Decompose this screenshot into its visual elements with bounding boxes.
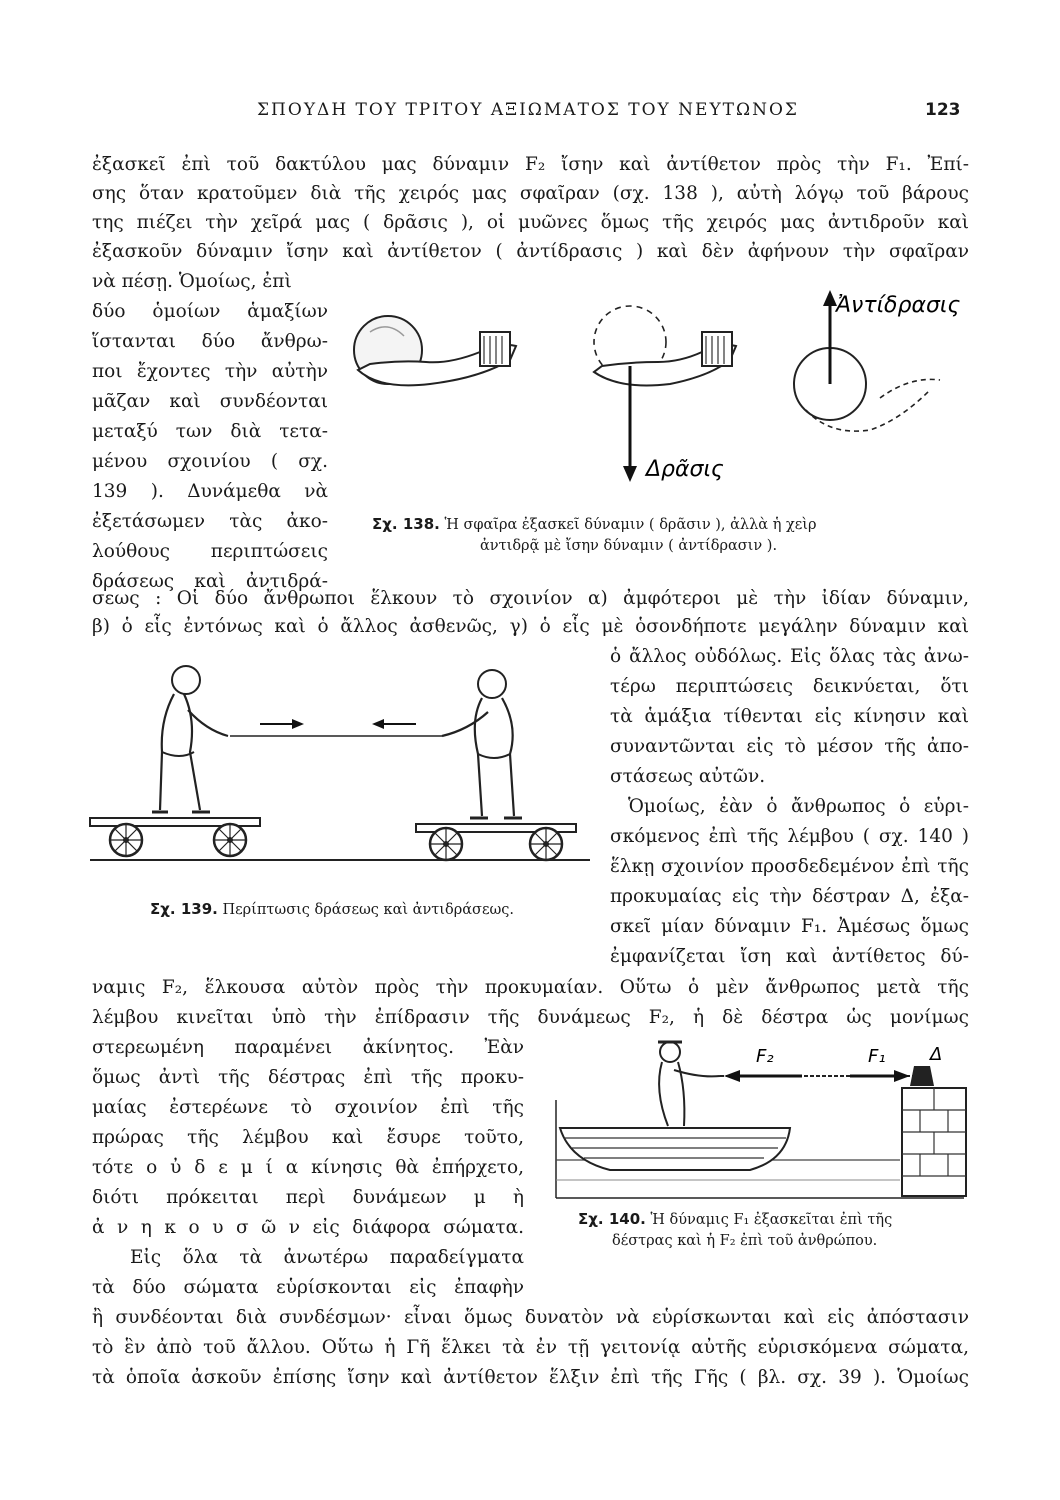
- f1-label: F₁: [868, 1046, 886, 1067]
- caption-number: Σχ. 140.: [578, 1210, 646, 1228]
- text-line: τὸ ἓν ἀπὸ τοῦ ἄλλου. Οὕτω ἡ Γῆ ἕλκει τὰ ἐν τῇ γειτονίᾳ αὐτῆς εὑρισκόμενα σώματα,: [92, 1337, 969, 1358]
- text-line: ἕλκῃ σχοινίον προσδεδεμένον ἐπὶ τῆς: [610, 856, 969, 877]
- text-line: β) ὁ εἷς ἐντόνως καὶ ὁ ἄλλος ἀσθενῶς, γ) ὁ εἷς μὲ ὁσονδήποτε μεγάλην δύναμιν καὶ: [92, 616, 969, 637]
- figure-138: [340, 280, 980, 480]
- text-line: ἐξασκοῦν δύναμιν ἴσην καὶ ἀντίθετον ( ἀντίδρασις ) καὶ δὲν ἀφήνουν τὴν σφαῖραν: [92, 241, 969, 262]
- text-line: τὰ ὁποῖα ἀσκοῦν ἐπίσης ἴσην καὶ ἀντίθετον ἕλξιν ἐπὶ τῆς Γῆς ( βλ. σχ. 39 ). Ὁμοίως: [92, 1367, 969, 1388]
- text-line: μεταξύ των διὰ τετα-: [92, 421, 328, 442]
- text-line: ναμις F₂, ἕλκουσα αὐτὸν πρὸς τὴν προκυμαίαν. Οὕτω ὁ μὲν ἄνθρωπος μετὰ τῆς: [92, 977, 969, 998]
- text-line: τὰ ἁμάξια τίθενται εἰς κίνησιν καὶ: [610, 706, 969, 727]
- ball-in-hand-drawing: [354, 316, 516, 385]
- text-line: πρώρας τῆς λέμβου καὶ ἔσυρε τοῦτο,: [92, 1127, 524, 1148]
- delta-label: Δ: [930, 1044, 943, 1065]
- text-line: ἢ συνδέονται διὰ συνδέσμων· εἶναι ὅμως δυνατὸν νὰ εὑρίσκωνται καὶ εἰς ἀπόστασιν: [92, 1307, 969, 1328]
- figure-139-drawing: [90, 666, 590, 860]
- action-label: Δρᾶσις: [646, 457, 724, 482]
- text-line: ἀ ν η κ ο υ σ ῶ ν εἰς διάφορα σώματα.: [92, 1217, 524, 1238]
- text-line: τέρω περιπτώσεις δεικνύεται, ὅτι: [610, 676, 969, 697]
- text-line: ὁ ἄλλος οὐδόλως. Εἰς ὅλας τὰς ἀνω-: [610, 646, 969, 667]
- text-line: ἐξασκεῖ ἐπὶ τοῦ δακτύλου μας δύναμιν F₂ ἴσην καὶ ἀντίθετον πρὸς τὴν F₁. Ἐπί-: [92, 154, 969, 175]
- reaction-label: Ἀντίδρασις: [836, 293, 961, 318]
- text-line: μᾶζαν καὶ συνδέονται: [92, 391, 328, 412]
- text-line: σκεῖ μίαν δύναμιν F₁. Ἀμέσως ὅμως: [610, 916, 969, 937]
- text-line: ὅμως ἀντὶ τῆς δέστρας ἐπὶ τῆς προκυ-: [92, 1067, 524, 1088]
- page-number: 123: [925, 100, 961, 120]
- text-line: ἐξετάσωμεν τὰς ἀκο-: [92, 511, 328, 532]
- text-line: διότι πρόκειται περὶ δυνάμεων μ ὴ: [92, 1187, 524, 1208]
- text-line: της πιέζει τὴν χεῖρά μας ( δρᾶσις ), οἱ μυῶνες ὅμως τῆς χειρός μας ἀντιδροῦν καὶ: [92, 212, 969, 233]
- caption-number: Σχ. 138.: [372, 515, 440, 533]
- hand-action-drawing: [594, 306, 736, 482]
- text-line: σεως : Οἱ δύο ἄνθρωποι ἕλκουν τὸ σχοινίον α) ἀμφότεροι μὲ τὴν ἰδίαν δύναμιν,: [92, 588, 969, 609]
- caption-text: δέστρας καὶ ἡ F₂ ἐπὶ τοῦ ἀνθρώπου.: [612, 1233, 878, 1249]
- f2-label: F₂: [756, 1046, 774, 1067]
- text-line: δράσεως καὶ ἀντιδρά-: [92, 571, 328, 592]
- figure-138-caption: [372, 515, 817, 533]
- caption-text: Ἡ σφαῖρα ἐξασκεῖ δύναμιν ( δρᾶσιν ), ἀλλὰ ἡ χεὶρ: [444, 517, 817, 533]
- running-title: ΣΠΟΥΔΗ ΤΟΥ ΤΡΙΤΟΥ ΑΞΙΩΜΑΤΟΣ ΤΟΥ ΝΕΥΤΩΝΟΣ: [257, 100, 799, 120]
- text-line: ποι ἔχοντες τὴν αὐτὴν: [92, 361, 328, 382]
- text-line: μένου σχοινίου ( σχ.: [92, 451, 328, 472]
- text-line: μαίας ἐστερέωνε τὸ σχοινίον ἐπὶ τῆς: [92, 1097, 524, 1118]
- text-line: 139 ). Δυνάμεθα νὰ: [92, 481, 328, 502]
- text-line: Ὁμοίως, ἐὰν ὁ ἄνθρωπος ὁ εὑρι-: [628, 796, 969, 817]
- text-line: στερεωμένη παραμένει ἀκίνητος. Ἐὰν: [92, 1037, 524, 1058]
- text-line: στάσεως αὐτῶν.: [610, 766, 766, 787]
- text-line: σης ὅταν κρατοῦμεν διὰ τῆς χειρός μας σφαῖραν (σχ. 138 ), αὐτὴ λόγῳ τοῦ βάρους: [92, 183, 969, 204]
- text-line: Εἰς ὅλα τὰ ἀνωτέρω παραδείγματα: [130, 1247, 524, 1268]
- text-line: σκόμενος ἐπὶ τῆς λέμβου ( σχ. 140 ): [610, 826, 969, 847]
- caption-text: Ἡ δύναμις F₁ ἐξασκεῖται ἐπὶ τῆς: [650, 1212, 893, 1228]
- text-line: λέμβου κινεῖται ὑπὸ τὴν ἐπίδρασιν τῆς δυνάμεως F₂, ἡ δὲ δέστρα ὡς μονίμως: [92, 1007, 969, 1028]
- text-line: λούθους περιπτώσεις: [92, 541, 328, 562]
- figure-140: [550, 1030, 970, 1200]
- figure-139: [90, 660, 595, 870]
- caption-text: Περίπτωσις δράσεως καὶ ἀντιδράσεως.: [222, 902, 515, 918]
- text-line: ἐμφανίζεται ἴση καὶ ἀντίθετος δύ-: [610, 946, 969, 967]
- text-line: προκυμαίας εἰς τὴν δέστραν Δ, ἐξα-: [610, 886, 969, 907]
- text-line: τότε ο ὐ δ ε μ ί α κίνησις θὰ ἐπήρχετο,: [92, 1157, 524, 1178]
- text-line: δύο ὁμοίων ἁμαξίων: [92, 301, 328, 322]
- figure-140-caption: [578, 1210, 892, 1228]
- caption-text: ἀντιδρᾷ μὲ ἴσην δύναμιν ( ἀντίδρασιν ).: [480, 538, 778, 554]
- text-line: νὰ πέσῃ. Ὁμοίως, ἐπὶ: [92, 271, 292, 292]
- text-line: ἵστανται δύο ἄνθρω-: [92, 331, 328, 352]
- figure-139-caption: [150, 900, 514, 918]
- text-line: συναντῶνται εἰς τὸ μέσον τῆς ἀπο-: [610, 736, 969, 757]
- caption-number: Σχ. 139.: [150, 900, 218, 918]
- text-line: τὰ δύο σώματα εὑρίσκονται εἰς ἐπαφὴν: [92, 1277, 524, 1298]
